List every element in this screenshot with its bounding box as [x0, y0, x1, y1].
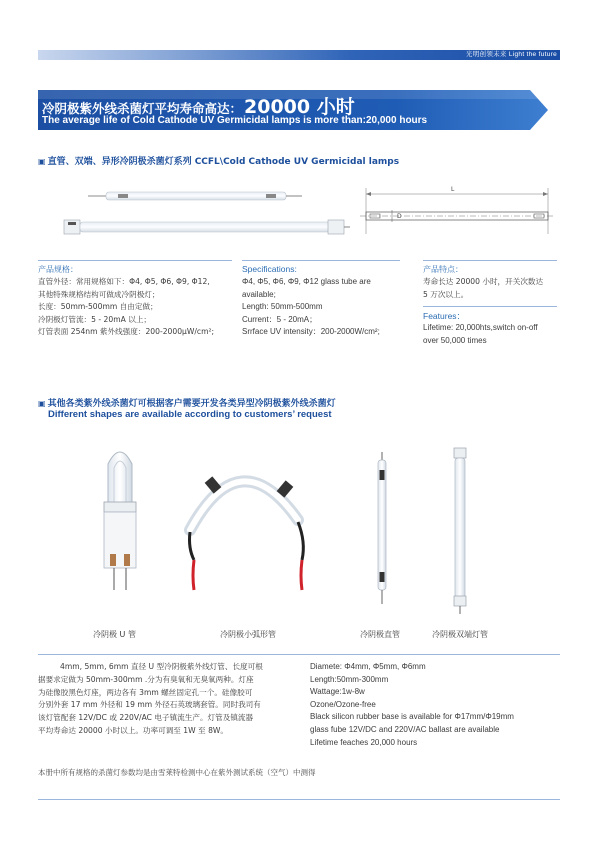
header-slogan: 光明创领未来 Light the future — [465, 51, 557, 58]
double-ended-tube-lamp — [454, 448, 466, 614]
caption-double-ended-tube: 冷阴极双端灯管 — [432, 630, 488, 639]
dim-label-length: L — [451, 186, 455, 193]
divider — [423, 260, 557, 261]
banner-title-cn-text: 冷阴极紫外线杀菌灯平均寿命高达： — [42, 101, 243, 116]
shaped-lamps-image — [90, 444, 510, 624]
caption-straight-tube: 冷阴极直管 — [360, 630, 400, 639]
features-en-title: Features： — [423, 311, 466, 321]
divider — [38, 654, 560, 655]
features-en-line: Lifetime: 20,000hts,switch on-off — [423, 323, 538, 332]
desc-cn-line: 为硅像胶黑色灯座，两边各有 3mm 螺丝固定孔一个。硅像胶可 — [38, 687, 253, 697]
section1-heading-text: 直管、双端、异形冷阴极杀菌灯系列 CCFL\Cold Cathode UV Germicidal lamps — [47, 157, 400, 167]
footer-note: 本册中所有规格的杀菌灯参数均是由雪莱特检测中心在紫外测试系统（空气）中测得 — [38, 768, 316, 777]
features-cn-title: 产品特点： — [423, 265, 463, 274]
spec-cn-line: 冷阴极灯管流：5 - 20mA 以上； — [38, 314, 152, 324]
desc-en-line: Black silicon rubber base is available for Φ17mm/Φ19mm — [310, 712, 514, 722]
spec-en-line: Srrface UV intensity：200-2000W/cm²; — [242, 327, 380, 337]
desc-cn — [38, 661, 288, 738]
desc-cn-line: 4mm, 5mm, 6mm 直径 U 型冷阴极紫外线灯管、长度可根 — [60, 662, 263, 671]
spec-en-list — [242, 276, 412, 339]
desc-en-line: Length:50mm-300mm — [310, 674, 389, 684]
features-cn-line: 寿命长达 20000 小时，开关次数达 — [423, 277, 544, 286]
section1-heading — [38, 154, 399, 167]
features-cn-list — [423, 276, 563, 301]
features-en-list — [423, 322, 563, 347]
dim-label-diameter: D — [397, 213, 402, 220]
section2-heading-en: Different shapes are available according to customers’ request — [48, 409, 332, 420]
desc-cn-line: 据要求定做为 50mm-300mm .分为有臭氧和无臭氧两种。灯座 — [38, 674, 254, 684]
caption-arc-tube: 冷阴极小弧形管 — [220, 630, 276, 639]
bullet-icon: ▣ — [38, 157, 46, 166]
desc-en — [310, 661, 560, 749]
spec-en-line: Φ4, Φ5, Φ6, Φ9, Φ12 glass tube are — [242, 277, 371, 286]
caption-u-tube: 冷阴极 U 管 — [93, 630, 136, 639]
desc-cn-line: 平均寿命达 20000 小时以上。功率可调至 1W 至 8W。 — [38, 725, 228, 735]
section2-heading-cn-text: 其他各类紫外线杀菌灯可根据客户需要开发各类异型冷阴极紫外线杀菌灯 — [47, 399, 336, 409]
section2-heading-cn — [38, 396, 336, 409]
features-cn-line: 5 万次以上。 — [423, 289, 469, 299]
banner-title-en: The average life of Cold Cathode UV Germicidal lamps is more than:20,000 hours — [42, 115, 428, 126]
spec-cn-line: 其他特殊规格结构可做成冷阴极灯； — [38, 289, 160, 299]
spec-cn-list — [38, 276, 238, 339]
spec-cn-title: 产品规格： — [38, 265, 78, 274]
desc-cn-line: 该灯管配套 12V/DC 或 220V/AC 电子镇流生产。灯管及镇流器 — [38, 713, 254, 723]
spec-en-line: Length: 50mm-500mm — [242, 302, 323, 312]
spec-en-line: Current：5 - 20mA； — [242, 314, 318, 324]
spec-en-line: available; — [242, 289, 276, 299]
features-en-line: over 50,000 times — [423, 335, 487, 345]
desc-en-line: Ozone/Ozone-free — [310, 699, 376, 709]
dimension-drawing — [360, 186, 555, 236]
divider — [242, 260, 400, 261]
desc-en-line: Wattage:1w-8w — [310, 687, 365, 697]
footer-divider — [38, 799, 560, 800]
desc-en-line: glass fube 12V/DC and 220V/AC ballast are available — [310, 724, 500, 734]
bullet-icon: ▣ — [38, 399, 46, 408]
spec-cn-line: 灯管表面 254nm 紫外线强度：200-2000μW/cm²; — [38, 327, 215, 337]
u-tube-lamp — [104, 452, 136, 590]
spec-en-title: Specifications: — [242, 264, 297, 274]
spec-cn-line: 直管外径：常用规格如下：Φ4, Φ5, Φ6, Φ9, Φ12, — [38, 277, 210, 286]
banner-title-big: 20000 小时 — [244, 96, 355, 118]
spec-cn-line: 长度：50mm-500mm 自由定做； — [38, 302, 158, 312]
desc-en-line: Diamete: Φ4mm, Φ5mm, Φ6mm — [310, 662, 426, 671]
divider — [38, 260, 232, 261]
straight-lamps-image — [40, 176, 350, 246]
desc-en-line: Lifetime feaches 20,000 hours — [310, 737, 418, 747]
desc-cn-line: 分别外套 17 mm 外径和 19 mm 外径石英玻璃套管。同时我司有 — [38, 700, 261, 710]
straight-tube-lamp — [378, 452, 386, 604]
divider — [423, 306, 557, 307]
arc-tube-lamp — [190, 476, 304, 590]
